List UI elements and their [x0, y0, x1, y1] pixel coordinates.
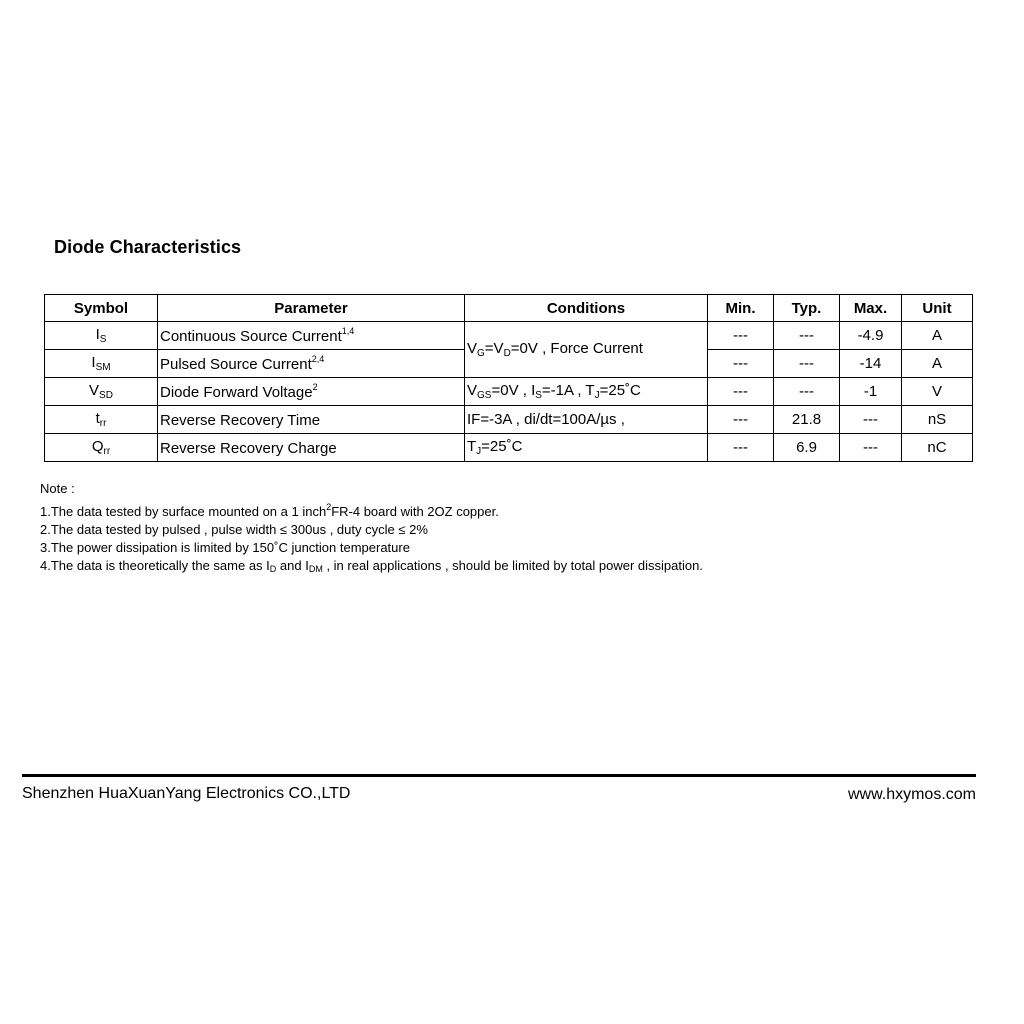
parameter-cell: Pulsed Source Current$^{2,4}$	[158, 350, 465, 378]
header-typ: Typ.	[774, 295, 840, 322]
typ-cell: ---	[774, 322, 840, 350]
max-cell: ---	[840, 434, 902, 462]
min-cell: ---	[708, 350, 774, 378]
typ-cell: 21.8	[774, 406, 840, 434]
min-cell: ---	[708, 434, 774, 462]
min-cell: ---	[708, 378, 774, 406]
note-3: 3.The power dissipation is limited by 150˚C junction temperature	[40, 540, 410, 555]
max-cell: -4.9	[840, 322, 902, 350]
symbol-cell: $t_{rr}$	[45, 406, 158, 434]
header-conditions: Conditions	[465, 295, 708, 322]
table-row	[45, 406, 973, 434]
unit-cell: nC	[902, 434, 973, 462]
parameter-cell: Diode Forward Voltage$^2$	[158, 378, 465, 406]
table-row	[45, 434, 973, 462]
table-row	[45, 378, 973, 406]
website-link[interactable]: www.hxymos.com	[847, 786, 976, 803]
notes-heading: Note :	[40, 481, 75, 496]
note-2: 2.The data tested by pulsed , pulse width ≤ 300us , duty cycle ≤ 2%	[40, 522, 428, 537]
typ-cell: ---	[774, 350, 840, 378]
header-unit: Unit	[902, 295, 973, 322]
typ-cell: ---	[774, 378, 840, 406]
diode-characteristics-table	[44, 294, 973, 462]
table-header-row	[45, 295, 973, 322]
table-row	[45, 322, 973, 350]
header-max: Max.	[840, 295, 902, 322]
parameter-cell: Continuous Source Current$^{1,4}$	[158, 322, 465, 350]
unit-cell: V	[902, 378, 973, 406]
max-cell: -1	[840, 378, 902, 406]
header-symbol: Symbol	[45, 295, 158, 322]
symbol-cell: $Q_{rr}$	[45, 434, 158, 462]
conditions-cell: $T_J=25˚C$	[465, 434, 708, 462]
header-parameter: Parameter	[158, 295, 465, 322]
conditions-cell: IF=-3A , di/dt=100A/µs ,	[465, 406, 708, 434]
unit-cell: nS	[902, 406, 973, 434]
note-1: 1.The data tested by surface mounted on a 1 inch$^2$FR-4 board with 2OZ copper.	[40, 502, 499, 519]
section-title: Diode Characteristics	[54, 237, 242, 257]
notes-block	[40, 480, 703, 578]
parameter-cell: Reverse Recovery Time	[158, 406, 465, 434]
conditions-cell: $V_G=V_D=0V$ , Force Current	[465, 322, 708, 378]
max-cell: ---	[840, 406, 902, 434]
conditions-cell: $V_{GS}=0V$ , $I_S=-1A$ , $T_J=25˚C$	[465, 378, 708, 406]
min-cell: ---	[708, 406, 774, 434]
symbol-cell: $I_{SM}$	[45, 350, 158, 378]
symbol-cell: $I_S$	[45, 322, 158, 350]
unit-cell: A	[902, 322, 973, 350]
max-cell: -14	[840, 350, 902, 378]
min-cell: ---	[708, 322, 774, 350]
note-4: 4.The data is theoretically the same as ID and IDM , in real applications , should be limited by total power dissipation.	[40, 558, 703, 574]
header-min: Min.	[708, 295, 774, 322]
company-name: Shenzhen HuaXuanYang Electronics CO.,LTD	[22, 785, 351, 802]
symbol-cell: $V_{SD}$	[45, 378, 158, 406]
typ-cell: 6.9	[774, 434, 840, 462]
parameter-cell: Reverse Recovery Charge	[158, 434, 465, 462]
footer-divider	[22, 774, 976, 777]
unit-cell: A	[902, 350, 973, 378]
